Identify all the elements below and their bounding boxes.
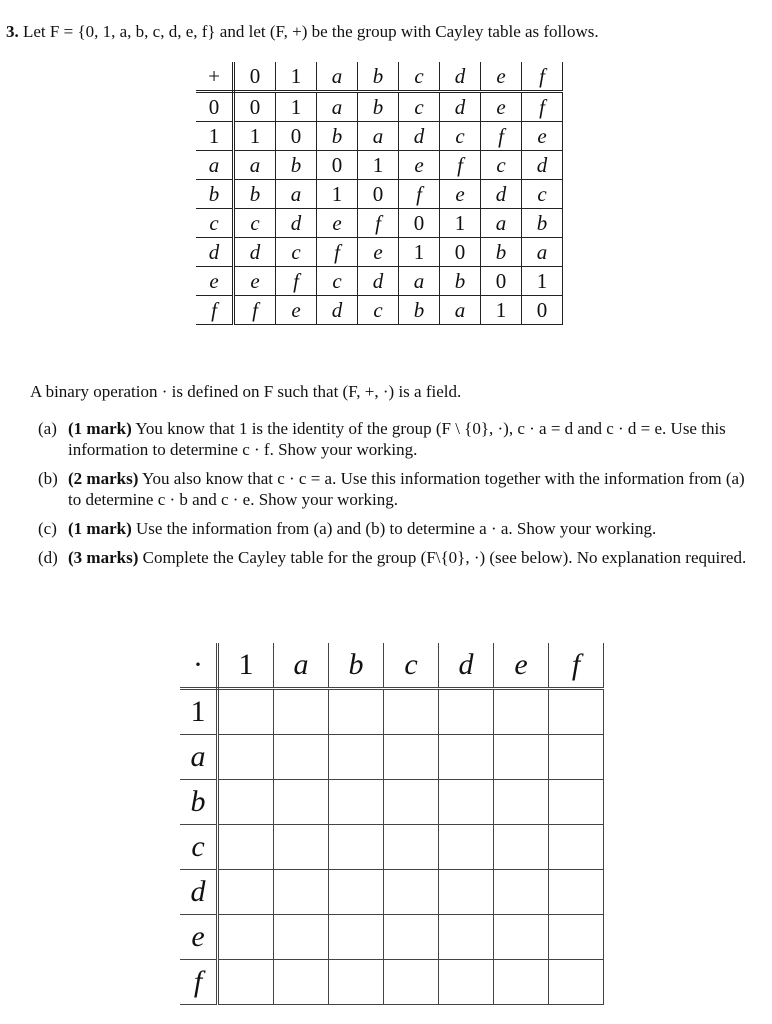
add-table-cell: b xyxy=(317,122,358,151)
add-table-cell: d xyxy=(440,92,481,122)
mul-table-empty-cell[interactable] xyxy=(384,960,439,1005)
add-table-cell: c xyxy=(317,267,358,296)
mul-table-empty-cell[interactable] xyxy=(218,825,274,870)
mul-table-row-header: e xyxy=(180,915,218,960)
add-table-row xyxy=(196,209,563,238)
question-part xyxy=(38,468,758,510)
mul-table-empty-cell[interactable] xyxy=(329,735,384,780)
mul-table-empty-cell[interactable] xyxy=(494,735,549,780)
mul-table-empty-cell[interactable] xyxy=(329,870,384,915)
mul-table-empty-cell[interactable] xyxy=(329,780,384,825)
mul-table-row-header: 1 xyxy=(180,689,218,735)
multiplication-cayley-table xyxy=(180,643,604,1005)
mul-table-col-header: b xyxy=(329,643,384,689)
mul-table-empty-cell[interactable] xyxy=(274,825,329,870)
add-table-cell: b xyxy=(276,151,317,180)
mul-table-empty-cell[interactable] xyxy=(549,960,604,1005)
add-table-cell: 1 xyxy=(522,267,563,296)
add-table-cell: a xyxy=(358,122,399,151)
add-table-col-header: d xyxy=(440,62,481,92)
mul-table-empty-cell[interactable] xyxy=(494,825,549,870)
mul-table-empty-cell[interactable] xyxy=(549,870,604,915)
add-table-row xyxy=(196,296,563,325)
mul-table-empty-cell[interactable] xyxy=(439,825,494,870)
add-table-cell: 1 xyxy=(440,209,481,238)
add-table-cell: e xyxy=(440,180,481,209)
part-text: You also know that c · c = a. Use this information together with the information from (a) to determine c · b and c · e. Show your working. xyxy=(68,469,745,509)
mul-table-col-header: d xyxy=(439,643,494,689)
add-table-cell: c xyxy=(358,296,399,325)
add-table-cell: c xyxy=(481,151,522,180)
mul-table-row xyxy=(180,689,604,735)
add-table-row-header: 0 xyxy=(196,92,234,122)
add-table-cell: a xyxy=(276,180,317,209)
question-statement xyxy=(6,20,599,44)
add-table-operator: + xyxy=(196,62,234,92)
add-table-row xyxy=(196,267,563,296)
add-table-cell: f xyxy=(234,296,276,325)
add-table-col-header: b xyxy=(358,62,399,92)
part-text: Complete the Cayley table for the group (F\{0}, ·) (see below). No explanation required. xyxy=(142,548,747,567)
add-table-col-header: e xyxy=(481,62,522,92)
mul-table-empty-cell[interactable] xyxy=(494,689,549,735)
add-table-row xyxy=(196,180,563,209)
add-table-row xyxy=(196,92,563,122)
part-label: (c) xyxy=(38,519,57,538)
add-table-col-header: c xyxy=(399,62,440,92)
part-label: (d) xyxy=(38,548,58,567)
mul-table-empty-cell[interactable] xyxy=(274,780,329,825)
mul-table-empty-cell[interactable] xyxy=(218,780,274,825)
mul-table-row xyxy=(180,735,604,780)
mul-table-col-header: f xyxy=(549,643,604,689)
mul-table-empty-cell[interactable] xyxy=(218,735,274,780)
add-table-cell: 1 xyxy=(276,92,317,122)
mul-table-empty-cell[interactable] xyxy=(384,915,439,960)
mul-table-col-header: a xyxy=(274,643,329,689)
mul-table-empty-cell[interactable] xyxy=(274,735,329,780)
add-table-row-header: b xyxy=(196,180,234,209)
add-table-cell: 0 xyxy=(276,122,317,151)
add-table-row xyxy=(196,238,563,267)
add-table-cell: 1 xyxy=(358,151,399,180)
add-table-row xyxy=(196,122,563,151)
mul-table-empty-cell[interactable] xyxy=(384,735,439,780)
add-table-cell: 0 xyxy=(234,92,276,122)
add-table-cell: 1 xyxy=(317,180,358,209)
mul-table-empty-cell[interactable] xyxy=(549,735,604,780)
mul-table-row-header: d xyxy=(180,870,218,915)
add-table-cell: f xyxy=(440,151,481,180)
add-table-cell: a xyxy=(399,267,440,296)
mul-table-row-header: f xyxy=(180,960,218,1005)
add-table-cell: c xyxy=(522,180,563,209)
add-table-row xyxy=(196,151,563,180)
add-table-cell: e xyxy=(522,122,563,151)
add-table-row-header: e xyxy=(196,267,234,296)
part-label: (a) xyxy=(38,419,57,438)
mul-table-empty-cell[interactable] xyxy=(439,780,494,825)
part-marks: (1 mark) xyxy=(68,519,132,538)
mul-table-col-header: 1 xyxy=(218,643,274,689)
add-table-cell: f xyxy=(481,122,522,151)
mul-table-empty-cell[interactable] xyxy=(274,689,329,735)
add-table-cell: f xyxy=(317,238,358,267)
add-table-col-header: 1 xyxy=(276,62,317,92)
mul-table-empty-cell[interactable] xyxy=(218,870,274,915)
add-table-cell: d xyxy=(358,267,399,296)
add-table-cell: f xyxy=(358,209,399,238)
add-table-cell: d xyxy=(234,238,276,267)
add-table-cell: 1 xyxy=(481,296,522,325)
mul-table-empty-cell[interactable] xyxy=(274,870,329,915)
part-text: You know that 1 is the identity of the group (F \ {0}, ·), c · a = d and c · d = e. Use this information to determine c · f. Show your working. xyxy=(68,419,726,459)
mul-table-empty-cell[interactable] xyxy=(549,689,604,735)
add-table-cell: f xyxy=(522,92,563,122)
add-table-col-header: a xyxy=(317,62,358,92)
add-table-cell: d xyxy=(317,296,358,325)
mul-table-empty-cell[interactable] xyxy=(384,825,439,870)
add-table-cell: b xyxy=(234,180,276,209)
mul-table-empty-cell[interactable] xyxy=(439,915,494,960)
mul-table-empty-cell[interactable] xyxy=(218,915,274,960)
question-part xyxy=(38,518,758,539)
add-table-cell: 0 xyxy=(317,151,358,180)
question-parts xyxy=(38,418,758,576)
part-marks: (1 mark) xyxy=(68,419,132,438)
mul-table-empty-cell[interactable] xyxy=(218,689,274,735)
mul-table-empty-cell[interactable] xyxy=(439,960,494,1005)
add-table-cell: d xyxy=(522,151,563,180)
mul-table-col-header: c xyxy=(384,643,439,689)
add-table-cell: 0 xyxy=(440,238,481,267)
mul-table-row xyxy=(180,870,604,915)
mul-table-empty-cell[interactable] xyxy=(549,780,604,825)
add-table-cell: b xyxy=(440,267,481,296)
mul-table-empty-cell[interactable] xyxy=(549,825,604,870)
add-table-cell: 0 xyxy=(481,267,522,296)
mul-table-empty-cell[interactable] xyxy=(274,915,329,960)
add-table-cell: a xyxy=(234,151,276,180)
add-table-cell: b xyxy=(522,209,563,238)
add-table-row-header: f xyxy=(196,296,234,325)
question-text: Let F = {0, 1, a, b, c, d, e, f} and let (F, +) be the group with Cayley table as follows. xyxy=(23,22,599,41)
mul-table-operator: · xyxy=(180,643,218,689)
add-table-cell: c xyxy=(440,122,481,151)
mul-table-row-header: b xyxy=(180,780,218,825)
mul-table-row-header: a xyxy=(180,735,218,780)
add-table-cell: c xyxy=(276,238,317,267)
add-table-cell: a xyxy=(317,92,358,122)
add-table-row-header: d xyxy=(196,238,234,267)
add-table-row-header: 1 xyxy=(196,122,234,151)
add-table-cell: d xyxy=(399,122,440,151)
mul-table-row-header: c xyxy=(180,825,218,870)
add-table-row-header: a xyxy=(196,151,234,180)
mul-table-row xyxy=(180,915,604,960)
add-table-cell: d xyxy=(276,209,317,238)
add-table-cell: 0 xyxy=(358,180,399,209)
mul-table-row xyxy=(180,780,604,825)
part-marks: (3 marks) xyxy=(68,548,139,567)
add-table-cell: e xyxy=(358,238,399,267)
add-table-cell: e xyxy=(234,267,276,296)
add-table-cell: a xyxy=(522,238,563,267)
add-table-cell: b xyxy=(399,296,440,325)
add-table-col-header: f xyxy=(522,62,563,92)
add-table-row-header: c xyxy=(196,209,234,238)
add-table-cell: 0 xyxy=(522,296,563,325)
add-table-cell: 1 xyxy=(234,122,276,151)
field-intro: A binary operation · is defined on F such that (F, +, ·) is a field. xyxy=(30,382,462,401)
mul-table-empty-cell[interactable] xyxy=(494,780,549,825)
mul-table-empty-cell[interactable] xyxy=(549,915,604,960)
mul-table-empty-cell[interactable] xyxy=(384,870,439,915)
question-number: 3. xyxy=(6,22,19,41)
add-table-cell: a xyxy=(440,296,481,325)
add-table-cell: e xyxy=(317,209,358,238)
mul-table-empty-cell[interactable] xyxy=(439,689,494,735)
mul-table-empty-cell[interactable] xyxy=(439,735,494,780)
add-table-cell: c xyxy=(234,209,276,238)
mul-table-empty-cell[interactable] xyxy=(274,960,329,1005)
mul-table-empty-cell[interactable] xyxy=(494,870,549,915)
mul-table-col-header: e xyxy=(494,643,549,689)
part-marks: (2 marks) xyxy=(68,469,139,488)
part-label: (b) xyxy=(38,469,58,488)
mul-table-row xyxy=(180,825,604,870)
mul-table-empty-cell[interactable] xyxy=(329,689,384,735)
add-table-cell: d xyxy=(481,180,522,209)
add-table-cell: e xyxy=(399,151,440,180)
add-table-cell: 0 xyxy=(399,209,440,238)
mul-table-empty-cell[interactable] xyxy=(439,870,494,915)
mul-table-empty-cell[interactable] xyxy=(329,960,384,1005)
mul-table-empty-cell[interactable] xyxy=(494,915,549,960)
question-part xyxy=(38,418,758,460)
add-table-cell: e xyxy=(481,92,522,122)
mul-table-empty-cell[interactable] xyxy=(384,689,439,735)
add-table-cell: f xyxy=(276,267,317,296)
mul-table-empty-cell[interactable] xyxy=(384,780,439,825)
mul-table-empty-cell[interactable] xyxy=(329,915,384,960)
add-table-cell: e xyxy=(276,296,317,325)
mul-table-empty-cell[interactable] xyxy=(329,825,384,870)
add-table-cell: c xyxy=(399,92,440,122)
question-part xyxy=(38,547,758,568)
mul-table-empty-cell[interactable] xyxy=(494,960,549,1005)
add-table-cell: b xyxy=(481,238,522,267)
part-text: Use the information from (a) and (b) to determine a · a. Show your working. xyxy=(135,519,657,538)
addition-cayley-table xyxy=(196,62,563,325)
add-table-cell: a xyxy=(481,209,522,238)
add-table-cell: b xyxy=(358,92,399,122)
add-table-cell: f xyxy=(399,180,440,209)
mul-table-row xyxy=(180,960,604,1005)
add-table-col-header: 0 xyxy=(234,62,276,92)
add-table-cell: 1 xyxy=(399,238,440,267)
mul-table-empty-cell[interactable] xyxy=(218,960,274,1005)
